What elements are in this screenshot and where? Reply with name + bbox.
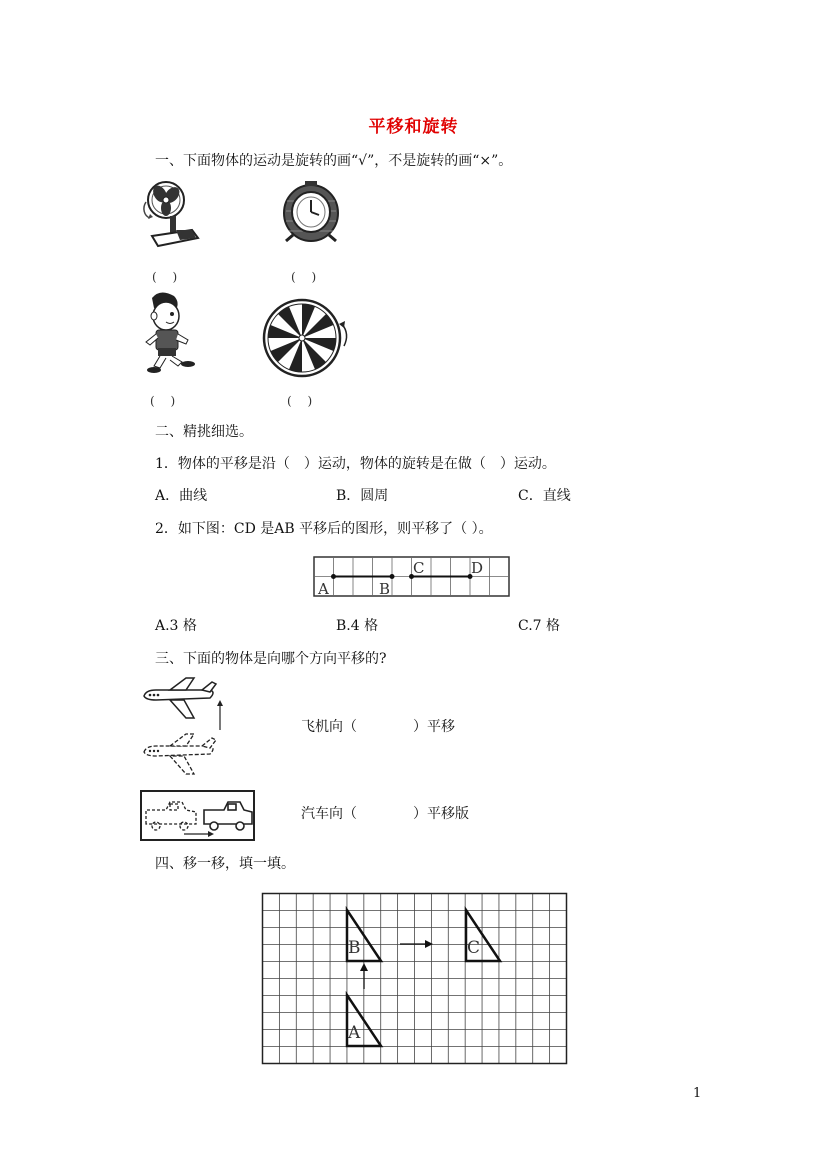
grid-label-b: B [379, 580, 391, 598]
answer-blank-3[interactable]: ( ) [150, 394, 176, 408]
grid-label-a: A [318, 580, 329, 598]
q1-option-b[interactable]: B．圆周 [336, 488, 389, 504]
section2-heading: 二、精挑细选。 [155, 424, 253, 440]
triangle-label-a: A [348, 1023, 361, 1043]
spinning-wheel-icon [262, 296, 352, 380]
q2-option-a[interactable]: A.3 格 [155, 618, 197, 634]
walking-boy-icon [140, 290, 200, 374]
translation-grid [262, 893, 568, 1065]
car-translation-icon [140, 790, 256, 842]
q2-option-c[interactable]: C.7 格 [518, 618, 561, 634]
page-title: 平移和旋转 [368, 117, 459, 137]
fan-icon [140, 178, 202, 248]
section4-heading: 四、移一移，填一填。 [155, 856, 295, 872]
answer-blank-4[interactable]: ( ) [287, 394, 313, 408]
triangle-label-c: C [467, 938, 481, 958]
q1-option-c[interactable]: C．直线 [518, 488, 571, 504]
triangle-label-b: B [348, 938, 361, 958]
section1-heading: 一、下面物体的运动是旋转的画“√”，不是旋转的画“×”。 [155, 153, 513, 169]
question-2-2: 2．如下图：CD 是AB 平移后的图形，则平移了（ ）。 [155, 521, 493, 537]
grid-label-c: C [413, 559, 425, 577]
translation-grid-strip [313, 556, 511, 598]
q2-option-b[interactable]: B.4 格 [336, 618, 379, 634]
question-2-1: 1．物体的平移是沿（ ）运动，物体的旋转是在做（ ）运动。 [155, 456, 556, 472]
clock-icon [281, 181, 341, 247]
page-number: 1 [693, 1086, 702, 1101]
q1-option-a[interactable]: A．曲线 [155, 488, 208, 504]
car-question: 汽车向（ ）平移版 [301, 806, 469, 822]
grid-label-d: D [471, 559, 484, 577]
plane-question: 飞机向（ ）平移 [301, 719, 455, 735]
answer-blank-1[interactable]: ( ) [152, 270, 178, 284]
airplane-translation-icon [140, 676, 226, 780]
section3-heading: 三、下面的物体是向哪个方向平移的? [155, 651, 387, 667]
answer-blank-2[interactable]: ( ) [291, 270, 317, 284]
